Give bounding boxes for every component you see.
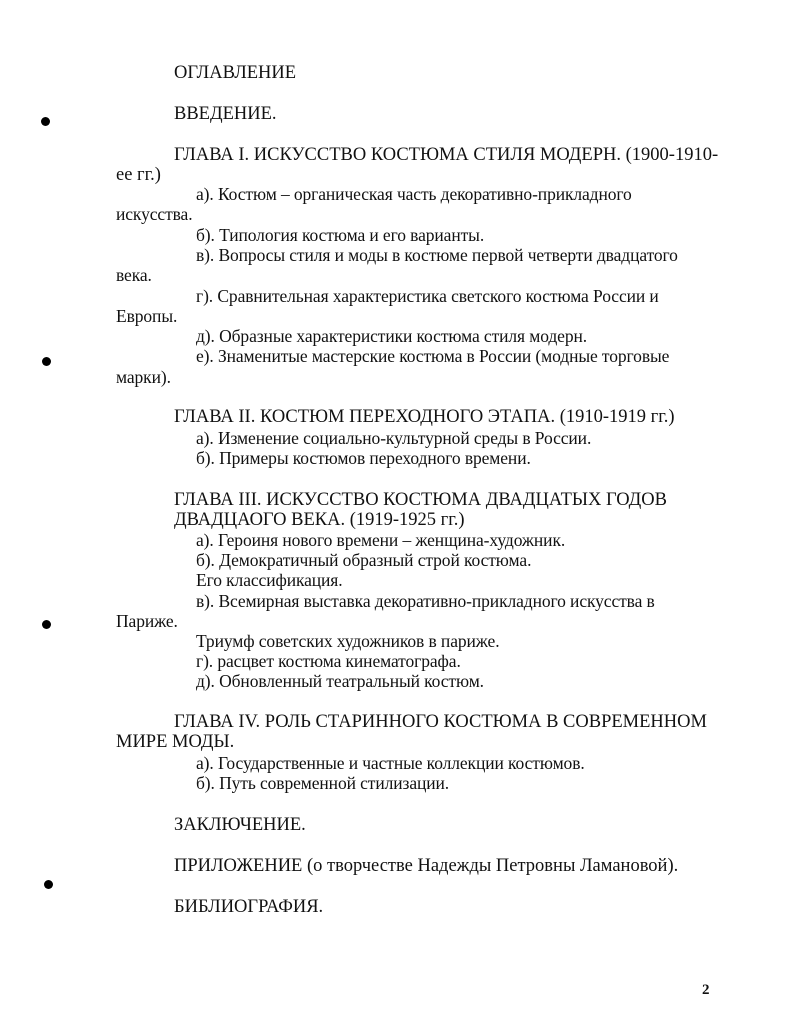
toc-chapter-1-heading-cont: ее гг.) (116, 165, 161, 185)
toc-chapter-3-heading-cont: ДВАДЦАОГО ВЕКА. (1919-1925 гг.) (174, 510, 465, 530)
toc-chapter-1-heading: ГЛАВА I. ИСКУССТВО КОСТЮМА СТИЛЯ МОДЕРН. (1900-1910- (174, 145, 719, 165)
binder-hole-mark (41, 117, 50, 126)
toc-chapter-3-item-v: в). Всемирная выставка декоративно-прикладного искусства в (196, 591, 655, 611)
toc-chapter-1-item-d: д). Образные характеристики костюма стиля модерн. (196, 326, 588, 346)
toc-chapter-4-heading: ГЛАВА IV. РОЛЬ СТАРИННОГО КОСТЮМА В СОВРЕМЕННОМ (174, 712, 707, 732)
toc-chapter-3-item-b-cont: Его классификация. (196, 570, 343, 590)
toc-chapter-3-item-g: г). расцвет костюма кинематографа. (196, 651, 461, 671)
toc-chapter-3-item-v-note: Триумф советских художников в париже. (196, 631, 500, 651)
toc-entry-conclusion: ЗАКЛЮЧЕНИЕ. (174, 815, 306, 835)
toc-chapter-1-item-a-cont: искусства. (116, 204, 193, 224)
toc-chapter-1-item-e-cont: марки). (116, 367, 171, 387)
binder-hole-mark (42, 357, 51, 366)
toc-chapter-1-item-v: в). Вопросы стиля и моды в костюме первой четверти двадцатого (196, 245, 678, 265)
toc-chapter-3-heading: ГЛАВА III. ИСКУССТВО КОСТЮМА ДВАДЦАТЫХ ГОДОВ (174, 490, 668, 510)
toc-entry-introduction: ВВЕДЕНИЕ. (174, 104, 277, 124)
toc-chapter-1-item-e: е). Знаменитые мастерские костюма в России (модные торговые (196, 346, 670, 366)
toc-entry-bibliography: БИБЛИОГРАФИЯ. (174, 897, 324, 917)
toc-chapter-4-heading-cont: МИРЕ МОДЫ. (116, 732, 235, 752)
toc-chapter-4-item-a: а). Государственные и частные коллекции костюмов. (196, 753, 585, 773)
toc-chapter-3-item-a: а). Героиня нового времени – женщина-художник. (196, 530, 566, 550)
toc-chapter-3-item-v-cont: Париже. (116, 611, 178, 631)
toc-chapter-1-item-b: б). Типология костюма и его варианты. (196, 225, 485, 245)
toc-chapter-1-item-g-cont: Европы. (116, 306, 178, 326)
toc-chapter-1-item-a: а). Костюм – органическая часть декоративно-прикладного (196, 184, 632, 204)
toc-chapter-2-item-a: а). Изменение социально-культурной среды в России. (196, 428, 592, 448)
toc-chapter-2-heading: ГЛАВА II. КОСТЮМ ПЕРЕХОДНОГО ЭТАПА. (1910-1919 гг.) (174, 407, 675, 427)
toc-chapter-3-item-d: д). Обновленный театральный костюм. (196, 671, 484, 691)
page-number: 2 (702, 982, 710, 998)
toc-chapter-4-item-b: б). Путь современной стилизации. (196, 773, 450, 793)
toc-chapter-1-item-v-cont: века. (116, 265, 152, 285)
binder-hole-mark (42, 620, 51, 629)
toc-title: ОГЛАВЛЕНИЕ (174, 63, 297, 83)
toc-chapter-3-item-b: б). Демократичный образный строй костюма. (196, 550, 532, 570)
toc-chapter-1-item-g: г). Сравнительная характеристика светского костюма России и (196, 286, 659, 306)
binder-hole-mark (44, 880, 53, 889)
toc-chapter-2-item-b: б). Примеры костюмов переходного времени. (196, 448, 531, 468)
toc-entry-appendix: ПРИЛОЖЕНИЕ (о творчестве Надежды Петровны Ламановой). (174, 856, 679, 876)
